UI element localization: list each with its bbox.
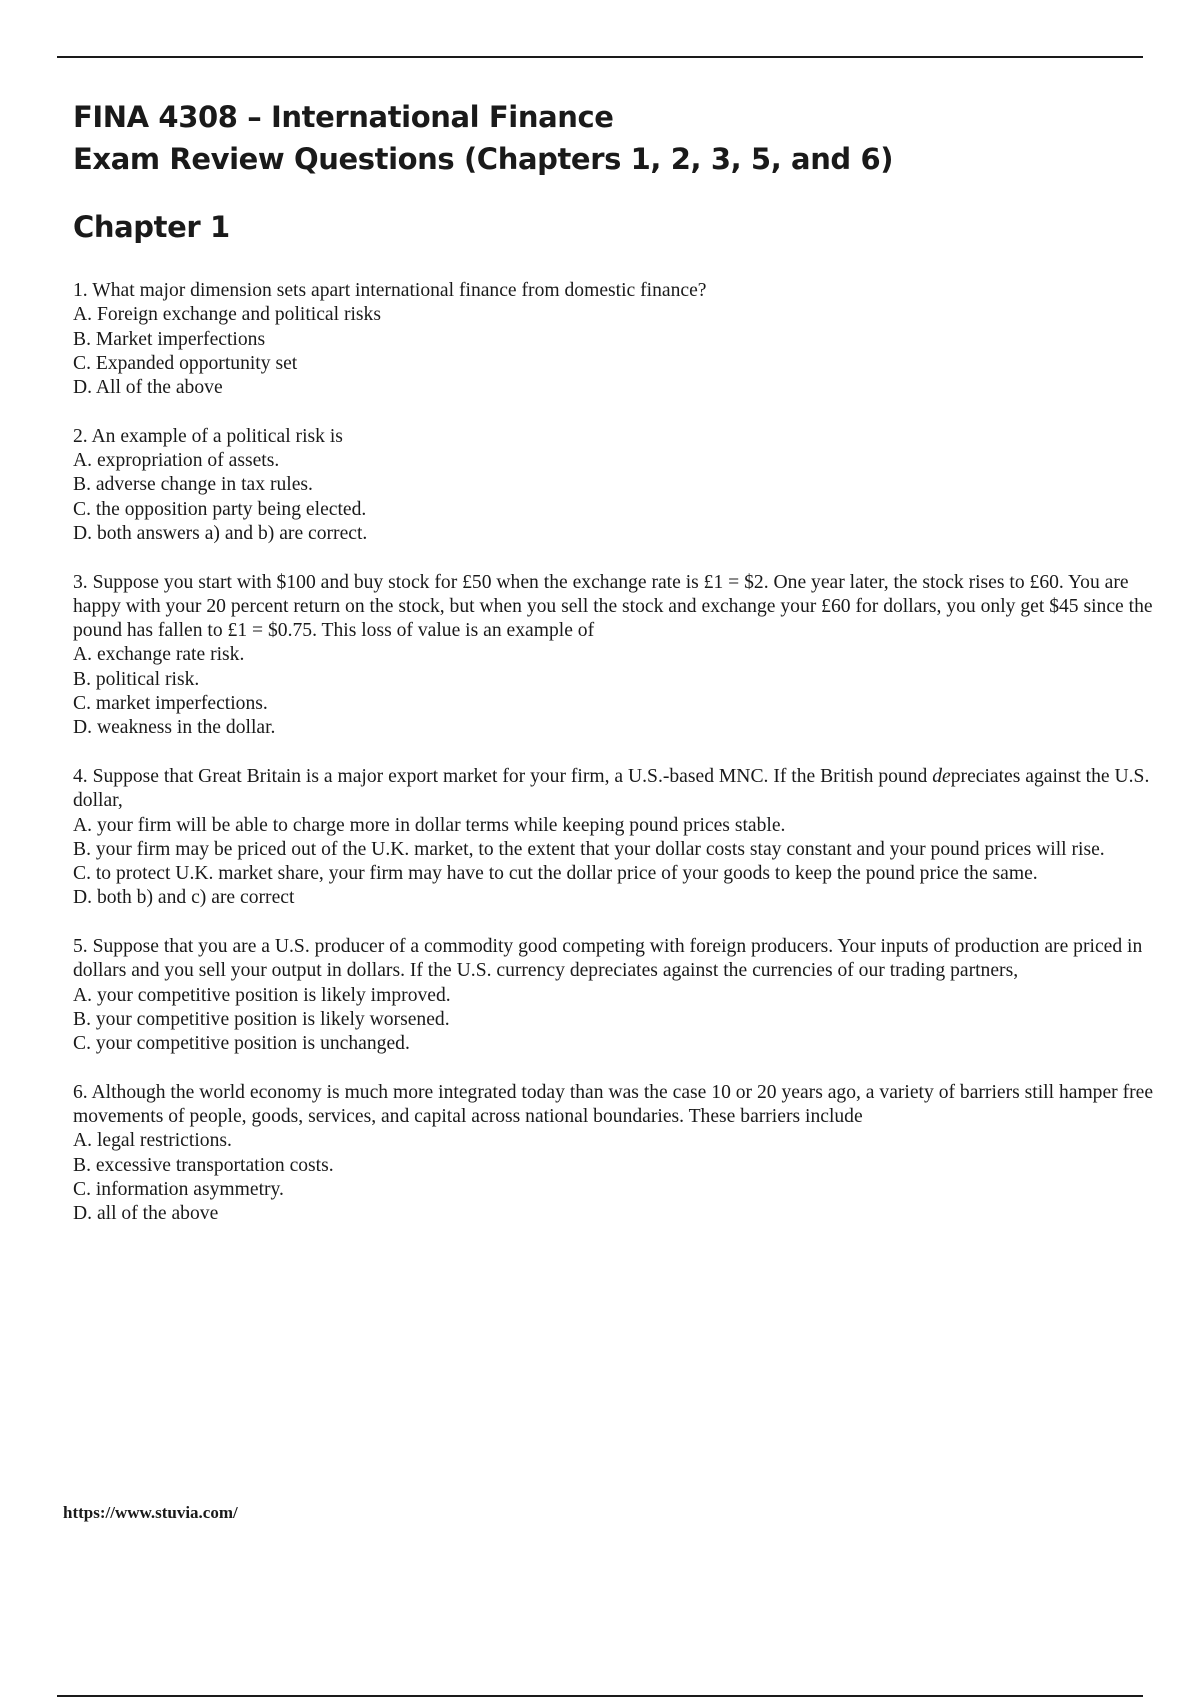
answer-option: A. legal restrictions. <box>73 1130 232 1152</box>
answer-option: A. Foreign exchange and political risks <box>73 304 381 326</box>
bottom-rule <box>57 1695 1143 1697</box>
question-list <box>73 279 1163 1251</box>
answer-option: B. political risk. <box>73 668 200 690</box>
question-stem-part: preciates against the U.S. dollar, <box>73 765 1150 812</box>
chapter-heading: Chapter 1 <box>73 210 230 244</box>
question-stem: 2. An example of a political risk is <box>73 425 343 447</box>
course-title: FINA 4308 – International Finance <box>73 100 614 134</box>
answer-option: C. to protect U.K. market share, your firm may have to cut the dollar price of your goods to keep the pound price the same. <box>73 863 1038 885</box>
answer-option: D. all of the above <box>73 1203 219 1225</box>
question-stem-part: 4. Suppose that Great Britain is a major export market for your firm, a U.S.-based MNC. If the British pound <box>73 765 933 787</box>
question-3 <box>73 571 1163 741</box>
answer-option: D. weakness in the dollar. <box>73 717 276 739</box>
answer-option: B. excessive transportation costs. <box>73 1154 334 1176</box>
answer-option: B. Market imperfections <box>73 328 266 350</box>
question-stem <box>73 765 1163 814</box>
question-stem-emphasis: de <box>932 765 951 787</box>
answer-option: C. your competitive position is unchanged. <box>73 1033 410 1055</box>
document-header <box>73 96 1153 248</box>
answer-option: A. exchange rate risk. <box>73 644 245 666</box>
question-stem: 1. What major dimension sets apart international finance from domestic finance? <box>73 280 707 301</box>
answer-option: A. your competitive position is likely improved. <box>73 984 451 1006</box>
answer-option: B. adverse change in tax rules. <box>73 474 313 496</box>
answer-option: C. information asymmetry. <box>73 1178 284 1200</box>
question-1 <box>73 279 1163 400</box>
footer-url: https://www.stuvia.com/ <box>63 1503 238 1522</box>
question-6 <box>73 1081 1163 1227</box>
question-stem: 5. Suppose that you are a U.S. producer of a commodity good competing with foreign producers. Your inputs of production are priced in dollars and you sell your output in dollars. If the U.S. currency depreciates against the currencies of our trading partners, <box>73 936 1143 982</box>
answer-option: C. the opposition party being elected. <box>73 498 367 520</box>
question-stem: 3. Suppose you start with $100 and buy stock for £50 when the exchange rate is £1 = $2. One year later, the stock rises to £60. You are happy with your 20 percent return on the stock, but when you sell the stock and exchange your £60 for dollars, you only get $45 since the pound has fallen to £1 = $0.75. This loss of value is an example of <box>73 571 1153 642</box>
answer-option: D. both answers a) and b) are correct. <box>73 522 368 544</box>
question-stem: 6. Although the world economy is much more integrated today than was the case 10 or 20 years ago, a variety of barriers still hamper free movements of people, goods, services, and capital across national boundaries. These barriers include <box>73 1081 1154 1128</box>
document-subtitle: Exam Review Questions (Chapters 1, 2, 3, 5, and 6) <box>73 142 894 176</box>
question-2 <box>73 425 1163 546</box>
top-rule <box>57 56 1143 58</box>
answer-option: C. market imperfections. <box>73 693 268 715</box>
answer-option: A. your firm will be able to charge more in dollar terms while keeping pound prices stable. <box>73 814 786 836</box>
answer-option: D. All of the above <box>73 377 223 399</box>
answer-option: A. expropriation of assets. <box>73 450 280 472</box>
answer-option: D. both b) and c) are correct <box>73 887 295 909</box>
question-5 <box>73 935 1163 1056</box>
answer-option: C. Expanded opportunity set <box>73 352 298 374</box>
question-4 <box>73 765 1163 911</box>
answer-option: B. your firm may be priced out of the U.K. market, to the extent that your dollar costs stay constant and your pound prices will rise. <box>73 838 1105 860</box>
answer-option: B. your competitive position is likely worsened. <box>73 1008 450 1030</box>
